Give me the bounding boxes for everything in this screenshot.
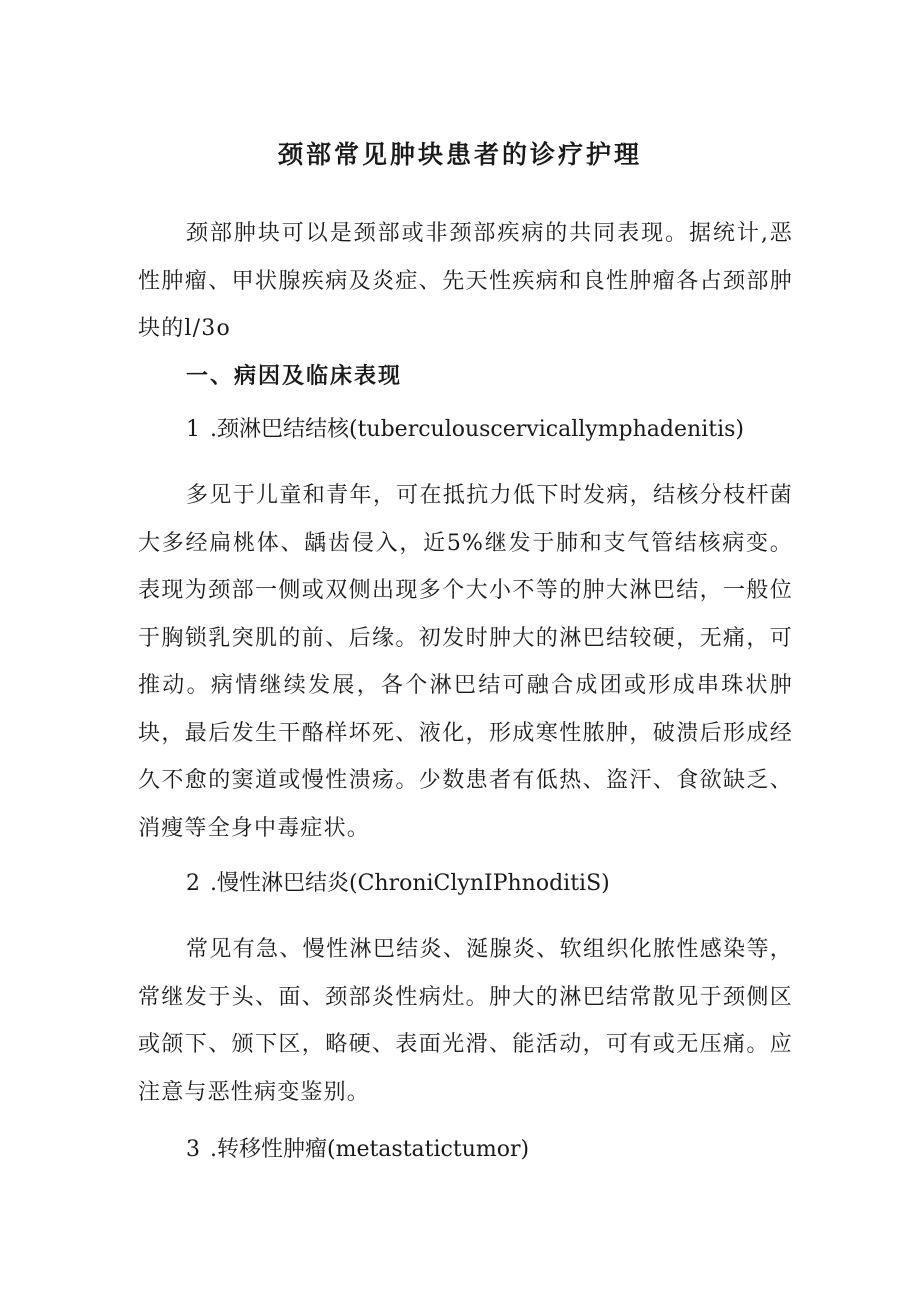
intro-paragraph: 颈部肿块可以是颈部或非颈部疾病的共同表现。据统计,恶性肿瘤、甲状腺疾病及炎症、先天性疾病和良性肿瘤各占颈部肿块的l/3o	[138, 221, 793, 341]
item-number: 2	[186, 871, 200, 896]
item-heading-1	[186, 410, 744, 450]
item-heading-text: .慢性淋巴结炎(ChroniClynIPhnoditiS)	[210, 871, 610, 896]
item-number: 3	[186, 1137, 200, 1162]
item-heading-text: .转移性肿瘤(metastatictumor)	[210, 1137, 530, 1162]
section-heading-causes: 一、病因及临床表现	[186, 363, 403, 389]
item-number: 1	[186, 417, 200, 442]
item-heading-3	[186, 1130, 529, 1170]
item-body-2: 常见有急、慢性淋巴结炎、涎腺炎、软组织化脓性感染等，常继发于头、面、颈部炎性病灶。肿大的淋巴结常散见于颈侧区或颌下、颁下区，略硬、表面光滑、能活动，可有或无压痛。应注意与恶性病变鉴别。	[138, 937, 793, 1105]
item-heading-2	[186, 864, 610, 904]
page-title: 颈部常见肿块患者的诊疗护理	[277, 139, 642, 169]
item-body-1: 多见于儿童和青年，可在抵抗力低下时发病，结核分枝杆菌大多经扁桃体、龋齿侵入，近5%继发于肺和支气管结核病变。表现为颈部一侧或双侧出现多个大小不等的肿大淋巴结，一般位于胸锁乳突肌的前、后缘。初发时肿大的淋巴结较硬，无痛，可推动。病情继续发展，各个淋巴结可融合成团或形成串珠状肿块，最后发生干酪样坏死、液化，形成寒性脓肿，破溃后形成经久不愈的窦道或慢性溃疡。少数患者有低热、盗汗、食欲缺乏、消瘦等全身中毒症状。	[138, 483, 793, 841]
item-heading-text: .颈淋巴结结核(tuberculouscervicallymphadenitis)	[210, 417, 744, 442]
